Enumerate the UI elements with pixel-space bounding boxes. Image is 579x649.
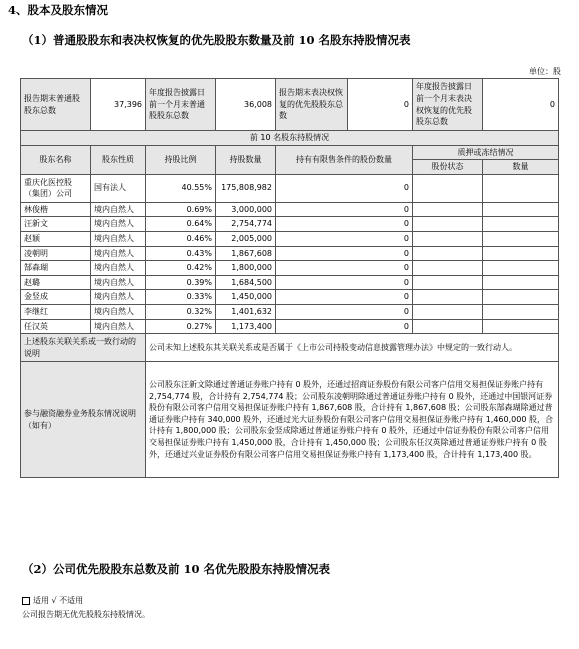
shareholder-name: 任汉英 <box>21 319 91 334</box>
restricted-shares: 0 <box>276 275 413 290</box>
preferred-holders-label: 报告期末表决权恢复的优先股股东总数 <box>276 79 348 131</box>
shareholder-nature: 境内自然人 <box>91 319 146 334</box>
shareholder-name: 汪新文 <box>21 217 91 232</box>
shareholder-rows <box>21 174 559 333</box>
restricted-shares: 0 <box>276 231 413 246</box>
restricted-shares: 0 <box>276 246 413 261</box>
holding-ratio: 0.64% <box>146 217 216 232</box>
holding-ratio: 40.55% <box>146 174 216 202</box>
preferred-note: 公司报告期无优先股股东持股情况。 <box>22 610 150 619</box>
unit-label: 单位：股 <box>529 67 561 76</box>
holding-quantity: 2,754,774 <box>216 217 276 232</box>
holding-ratio: 0.32% <box>146 304 216 319</box>
holding-ratio: 0.43% <box>146 246 216 261</box>
preferred-holders-before-disclosure-value: 0 <box>483 79 559 131</box>
restricted-shares: 0 <box>276 304 413 319</box>
pledge-count <box>483 202 559 217</box>
table-row <box>21 290 559 305</box>
related-row <box>21 334 559 362</box>
col-header-quantity: 持股数量 <box>216 145 276 174</box>
holders-before-disclosure-label: 年度报告披露日前一个月末普通股股东总数 <box>146 79 216 131</box>
shareholder-nature: 境内自然人 <box>91 290 146 305</box>
restricted-shares: 0 <box>276 217 413 232</box>
table-row <box>21 304 559 319</box>
share-status <box>413 202 483 217</box>
summary-row <box>21 79 559 131</box>
holding-ratio: 0.39% <box>146 275 216 290</box>
shareholder-nature: 国有法人 <box>91 174 146 202</box>
total-holders-value: 37,396 <box>91 79 146 131</box>
col-header-share-status: 股份状态 <box>413 160 483 175</box>
holding-quantity: 1,800,000 <box>216 261 276 276</box>
shareholder-nature: 境内自然人 <box>91 304 146 319</box>
preferred-holders-value: 0 <box>348 79 413 131</box>
table-row <box>21 202 559 217</box>
shareholder-name: 凌朝明 <box>21 246 91 261</box>
holding-ratio: 0.33% <box>146 290 216 305</box>
shareholder-nature: 境内自然人 <box>91 261 146 276</box>
section-title: 4、股本及股东情况 <box>8 3 109 17</box>
holding-quantity: 1,450,000 <box>216 290 276 305</box>
share-status <box>413 275 483 290</box>
share-status <box>413 217 483 232</box>
preferred-holders-before-disclosure-label: 年度报告披露日前一个月末表决权恢复的优先股股东总数 <box>413 79 483 131</box>
margin-label: 参与融资融券业务股东情况说明（如有） <box>21 362 146 478</box>
restricted-shares: 0 <box>276 290 413 305</box>
applicability-text: 适用 √ 不适用 <box>33 596 84 605</box>
shareholder-nature: 境内自然人 <box>91 246 146 261</box>
shareholder-name: 赵颖 <box>21 231 91 246</box>
shareholder-nature: 境内自然人 <box>91 231 146 246</box>
share-status <box>413 174 483 202</box>
col-header-nature: 股东性质 <box>91 145 146 174</box>
holding-quantity: 3,000,000 <box>216 202 276 217</box>
restricted-shares: 0 <box>276 174 413 202</box>
margin-text: 公司股东汪新文除通过普通证券账户持有 0 股外，还通过招商证券股份有限公司客户信用交易担保证券账户持有 2,754,774 股，合计持有 2,754,774 股；公司股东凌朝明除通过普通证券账户持有 0 股外，还通过中国银河证券股份有限公司客户信用交易担保证券账户持有 1,867,608 股，合计持有 1,867,608 股；公司股东郜森瑚除通过普通证券账户持有 340,000 股外，还通过光大证券股份有限公司客户信用交易担保证券账户持有 1,460,000 股，合计持有 1,800,000 股；公司股东金竖成除通过普通证券账户持有 0 股外，还通过中信证券股份有限公司客户信用交易担保证券账户持有 1,450,000 股，合计持有 1,450,000 股；公司股东任汉英除通过普通证券账户持有 0 股外，还通过兴业证券股份有限公司客户信用交易担保证券账户持有 1,173,400 股，合计持有 1,173,400 股。 <box>146 362 559 478</box>
col-header-pledge: 质押或冻结情况 <box>413 145 559 160</box>
related-text: 公司未知上述股东其关联关系或是否属于《上市公司持股变动信息披露管理办法》中规定的一致行动人。 <box>146 334 559 362</box>
holding-quantity: 1,173,400 <box>216 319 276 334</box>
restricted-shares: 0 <box>276 319 413 334</box>
pledge-count <box>483 275 559 290</box>
restricted-shares: 0 <box>276 261 413 276</box>
share-status <box>413 246 483 261</box>
pledge-count <box>483 231 559 246</box>
shareholders-table <box>20 78 559 478</box>
holding-quantity: 2,005,000 <box>216 231 276 246</box>
table-row <box>21 246 559 261</box>
holders-before-disclosure-value: 36,008 <box>216 79 276 131</box>
pledge-count <box>483 290 559 305</box>
shareholder-nature: 境内自然人 <box>91 217 146 232</box>
holding-ratio: 0.69% <box>146 202 216 217</box>
top10-title: 前 10 名股东持股情况 <box>21 131 559 146</box>
applicability-option <box>22 595 83 606</box>
table-row <box>21 174 559 202</box>
shareholder-nature: 境内自然人 <box>91 275 146 290</box>
col-header-count: 数量 <box>483 160 559 175</box>
table-row <box>21 319 559 334</box>
subsection-2-title: （2）公司优先股股东总数及前 10 名优先股股东持股情况表 <box>22 562 331 576</box>
table-row <box>21 275 559 290</box>
pledge-count <box>483 246 559 261</box>
holding-ratio: 0.27% <box>146 319 216 334</box>
holding-ratio: 0.46% <box>146 231 216 246</box>
table-row <box>21 231 559 246</box>
shareholder-name: 林俊楷 <box>21 202 91 217</box>
holding-quantity: 1,684,500 <box>216 275 276 290</box>
checkbox-icon <box>22 597 30 605</box>
holding-quantity: 1,401,632 <box>216 304 276 319</box>
shareholder-nature: 境内自然人 <box>91 202 146 217</box>
share-status <box>413 319 483 334</box>
share-status <box>413 231 483 246</box>
restricted-shares: 0 <box>276 202 413 217</box>
col-header-name: 股东名称 <box>21 145 91 174</box>
col-header-restricted: 持有有限售条件的股份数量 <box>276 145 413 174</box>
shareholder-name: 赵璐 <box>21 275 91 290</box>
total-holders-label: 报告期末普通股股东总数 <box>21 79 91 131</box>
pledge-count <box>483 304 559 319</box>
header-row <box>21 145 559 160</box>
share-status <box>413 290 483 305</box>
share-status <box>413 261 483 276</box>
shareholder-name: 重庆化医控股（集团）公司 <box>21 174 91 202</box>
table-row <box>21 261 559 276</box>
related-label: 上述股东关联关系或一致行动的说明 <box>21 334 146 362</box>
share-status <box>413 304 483 319</box>
col-header-ratio: 持股比例 <box>146 145 216 174</box>
subsection-1-title: （1）普通股股东和表决权恢复的优先股股东数量及前 10 名股东持股情况表 <box>22 33 411 47</box>
holding-quantity: 175,808,982 <box>216 174 276 202</box>
pledge-count <box>483 319 559 334</box>
pledge-count <box>483 217 559 232</box>
shareholder-name: 金竖成 <box>21 290 91 305</box>
shareholder-name: 李继红 <box>21 304 91 319</box>
pledge-count <box>483 174 559 202</box>
margin-row <box>21 362 559 478</box>
table-row <box>21 217 559 232</box>
holding-ratio: 0.42% <box>146 261 216 276</box>
holding-quantity: 1,867,608 <box>216 246 276 261</box>
pledge-count <box>483 261 559 276</box>
shareholder-name: 郜森瑚 <box>21 261 91 276</box>
